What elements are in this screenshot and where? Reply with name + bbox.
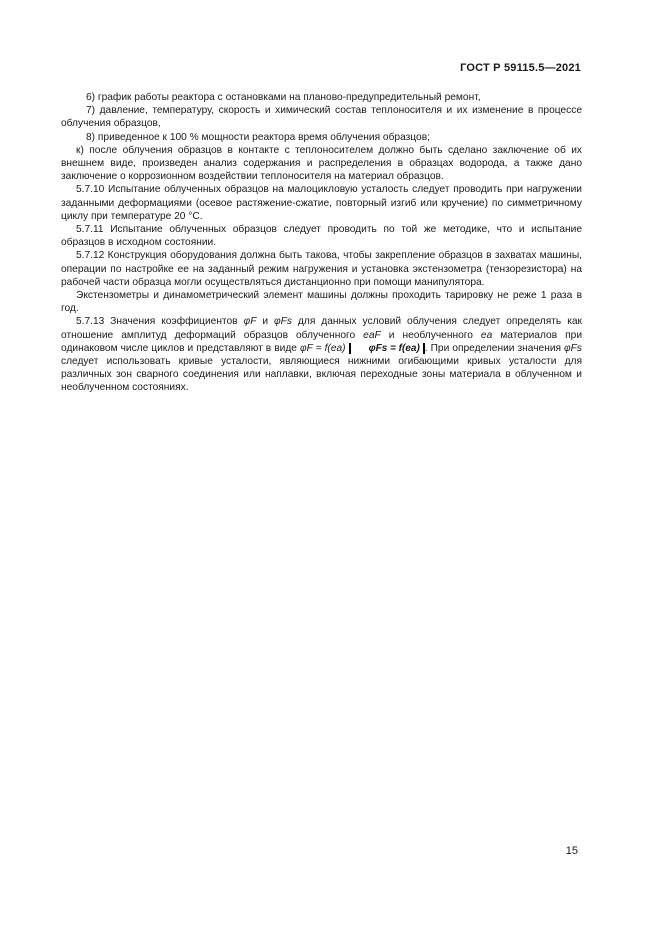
paragraph: 5.7.12 Конструкция оборудования должна быть такова, чтобы закрепление образцов в захватах машины, операции по настройке ее на заданный режим нагружения и установка экстензометра (тензорезистора) на рабочей части образца могли осуществляться дистанционно при помощи манипулятора. [61,250,582,288]
symbol: ea [480,329,493,341]
page-number: 15 [565,845,578,857]
paragraph: 5.7.10 Испытание облученных образцов на малоцикловую усталость следует проводить при нагружении заданными деформациями (осевое растяжение-сжатие, повторный изгиб или кручение) по симметричному циклу при температуре 20 °С. [61,184,582,222]
formula: φF = f(ea) [299,342,346,354]
document-body [61,91,582,395]
paragraph: 5.7.11 Испытание облученных образцов следует проводить по той же методике, что и испытание образцов в исходном состоянии. [61,224,582,249]
text: и необлученного [380,329,481,341]
list-item: к) после облучения образцов в контакте с теплоносителем должно быть сделано заключение об их внешнем виде, произведен анализ содержания и распределения в образцах водорода, а также дано заключение о коррозионном воздействии теплоносителя на материал образцов. [61,144,582,183]
text: . При определении значения [424,342,565,354]
list-item: 7) давление, температуру, скорость и химический состав теплоносителя и их изменение в процессе облучения образцов, [61,105,582,130]
symbol: eaF [363,329,381,341]
text: материалов при одинаковом числе циклов и представляют в виде [61,329,583,354]
symbol: φFs [274,316,292,328]
symbol: φFs [564,342,582,354]
paragraph: Экстензометры и динамометрический элемент машины должны проходить тарировку не реже 1 раза в год. [61,290,582,315]
text: и [256,316,275,328]
list-item: 8) приведенное к 100 % мощности реактора время облучения образцов; [86,131,430,143]
document-header: ГОСТ Р 59115.5—2021 [460,62,581,74]
text: 5.7.13 Значения коэффициентов [76,316,244,328]
formula-image: φFs = f(ea) [349,343,425,354]
text: для данных условий облучения следует определять как отношение амплитуд деформаций образцов облученного [61,316,582,341]
paragraph [61,315,582,394]
text: следует использовать кривые усталости, являющиеся нижними огибающими кривых усталости для различных зон сварного соединения или наплавки, включая переходные зоны материала в облученном и необлученном состояниях. [61,356,582,394]
symbol: φF [243,316,257,328]
list-item: 6) график работы реактора с остановками на планово-предупредительный ремонт, [86,92,481,103]
